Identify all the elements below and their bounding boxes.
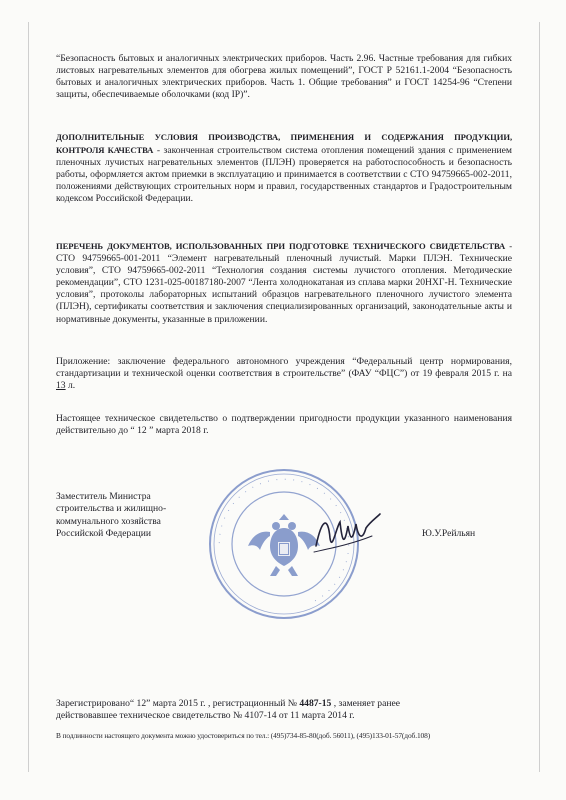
- additional-conditions-heading: ДОПОЛНИТЕЛЬНЫЕ УСЛОВИЯ ПРОИЗВОДСТВА, ПРИМЕНЕНИЯ И СОДЕРЖАНИЯ ПРОДУКЦИИ, КОНТРОЛЯ КАЧЕСТВА: [56, 132, 512, 156]
- registration-line-2: [56, 710, 526, 722]
- appendix-text: Приложение: заключение федерального автономного учреждения “Федеральный центр нормирования, стандартизации и технической оценки соответствия в строительстве” (ФАУ “ФЦС”) от 19 февраля 2015 г. на: [56, 356, 512, 380]
- registration-quote: ”: [146, 698, 153, 709]
- additional-conditions-text: - законченная строительством система отопления помещений здания с применением пленочных лучистых нагревательных элементов (ПЛЭН) проверяется на работоспособность и безопасность работы, оформляется актом приемки в эксплуатацию и принимается в соответствии с СТО 94759665-002-2011, положениями действующих строительных норм и правил, государственных стандартов и Градостроительным кодексом Российской Федерации.: [56, 145, 512, 205]
- appendix-tail: л.: [65, 380, 76, 392]
- appendix-pages: 13: [56, 380, 66, 392]
- registration-month: марта: [152, 698, 177, 709]
- signatory-line-4: Российской Федерации: [56, 528, 151, 540]
- registration-number: 4487-15: [299, 698, 332, 709]
- signatory-block: [56, 491, 236, 541]
- previous-certificate-number: 4107-14: [244, 710, 277, 722]
- registration-replaces: , заменяет ранее: [331, 698, 401, 709]
- verification-footer: В подлинности настоящего документа можно удостовериться по тел.: (495)734-85-80(доб. 56011), (495)133-01-57(доб.108): [56, 731, 431, 740]
- paragraph-standards: [56, 53, 512, 101]
- signatory-line-3: коммунального хозяйства: [56, 515, 161, 527]
- signatory-line-2: строительства и жилищно-: [56, 503, 167, 515]
- validity-year: 2018 г.: [179, 425, 209, 437]
- paragraph-additional-conditions: [56, 131, 512, 206]
- registration-year-label: 2015 г. , регистрационный №: [176, 698, 300, 709]
- validity-text: Настоящее техническое свидетельство о подтверждении пригодности продукции указанного наименования действительно до “: [56, 413, 512, 437]
- signatory-line-1: Заместитель Министра: [56, 491, 151, 502]
- validity-day: 12: [137, 425, 147, 437]
- validity-month: марта: [155, 425, 180, 437]
- previous-certificate-label: действовавшее техническое свидетельство №: [56, 710, 245, 722]
- handwritten-signature: [312, 508, 382, 558]
- paragraph-validity: [56, 413, 512, 437]
- previous-certificate-date: от 11 марта 2014 г.: [276, 710, 355, 722]
- registration-line-1: [56, 698, 526, 710]
- registration-label: Зарегистрировано“: [56, 698, 137, 709]
- registration-block: [56, 698, 526, 723]
- signatory-name: Ю.У.Рейльян: [422, 528, 476, 539]
- registration-day: 12: [136, 698, 147, 709]
- documents-list-text: СТО 94759665-001-2011 “Элемент нагревательный пленочный лучистый. Марки ПЛЭН. Технические условия”, СТО 94759665-002-2011 “Технология создания системы лучистого отопления. Методические рекомендации”, СТО 1231-025-00187180-2007 “Лента холоднокатаная из сплава марки 20НХГ-Н. Технические условия”, протоколы лабораторных испытаний образцов нагревательного пленочного лучистого элемента (ПЛЭН), сертификаты соответствия и заключения специализированных организаций, законодательные акты и нормативные документы, указанные в приложении.: [56, 253, 512, 325]
- svg-text:· · · · · · · · · · · · · · ·: · · · · · · · · · · · · · · · · · · · · · · · · · · · · · · · · ·: [214, 474, 354, 606]
- standards-text: “Безопасность бытовых и аналогичных электрических приборов. Часть 2.96. Частные требования для гибких листовых нагревательных элементов для обогрева жилых помещений”, ГОСТ Р 52161.1-2004 “Безопасность бытовых и аналогичных электрических приборов. Часть 1. Общие требования” и ГОСТ 14254-96 “Степени защиты, обеспечиваемые оболочками (код IP)”.: [56, 53, 512, 101]
- paragraph-documents-list: [56, 240, 512, 326]
- documents-list-heading: ПЕРЕЧЕНЬ ДОКУМЕНТОВ, ИСПОЛЬЗОВАННЫХ ПРИ ПОДГОТОВКЕ ТЕХНИЧЕСКОГО СВИДЕТЕЛЬСТВА -: [56, 241, 512, 251]
- paragraph-appendix: [56, 356, 512, 392]
- validity-quote: ”: [146, 425, 156, 437]
